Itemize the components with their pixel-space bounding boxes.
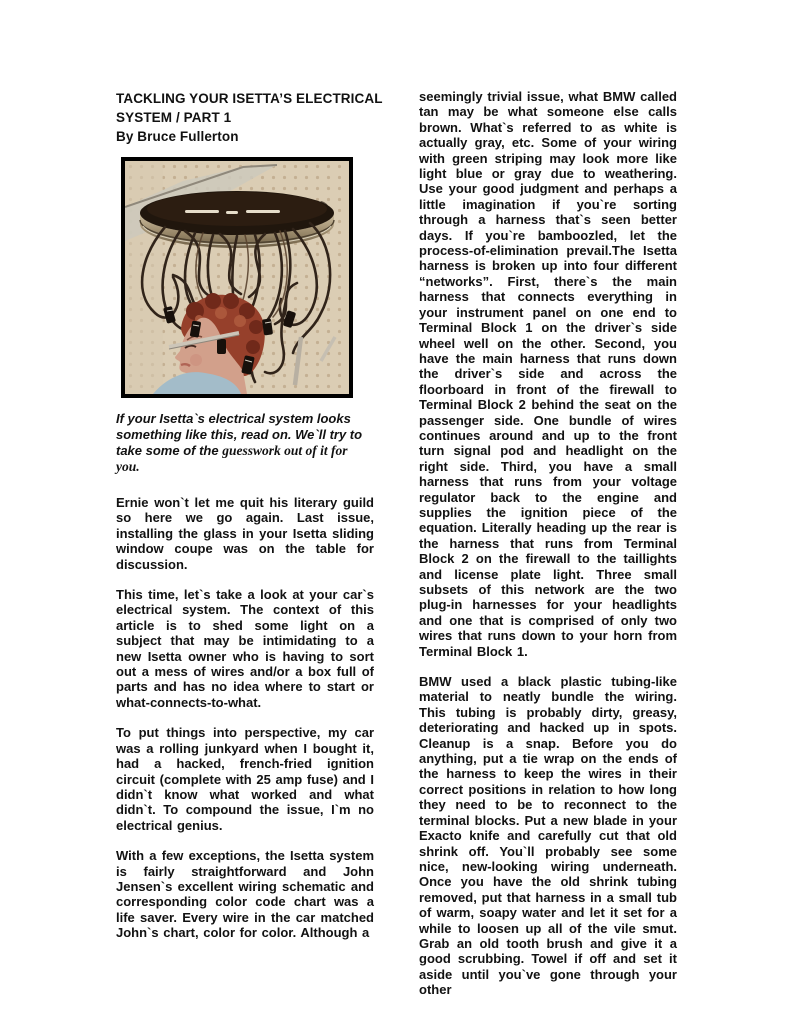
- paragraph-left-1: Ernie won`t let me quit his literary guild so here we go again. Last issue, installing the glass in your Isetta sliding window coupe was on the table for discussion.: [116, 495, 374, 572]
- harness-photo: [121, 157, 353, 398]
- left-column: [116, 89, 383, 941]
- title-line-2: SYSTEM / PART 1: [116, 110, 232, 125]
- byline: By Bruce Fullerton: [116, 129, 239, 144]
- title-line-1: TACKLING YOUR ISETTA’S ELECTRICAL: [116, 91, 383, 106]
- harness-photo-illustration: [125, 161, 349, 394]
- right-column: [419, 89, 677, 998]
- paragraph-right-1: seemingly trivial issue, what BMW called tan may be what someone else calls brown. What`s referred to as white is actually gray, etc. Some of your wiring with green striping may look more like light blue or gray due to weathering. Use your good judgment and perhaps a little imagination if you`re sorting through a harness that`s seen better days. If you`re bamboozled, let the process-of-elimination prevail.The Isetta harness is broken up into four different “networks”. First, there`s the main harness that connects everything in your instrument panel on one end to Terminal Block 1 on the driver`s side wheel well on the other. Second, you have the main harness that runs down the driver`s side and across the floorboard in front of the firewall to Terminal Block 2 behind the seat on the passenger side. One bundle of wires continues around and up to the front turn signal pod and headlight on the right side. Third, you have a small harness that runs from your voltage regulator back to the engine and supplies the ignition piece of the equation. Literally heading up the rear is the harness that runs from Terminal Block 2 on the firewall to the taillights and license plate light. Three small subsets of this network are the two plug-in harnesses for your headlights and one that is comprised of only two wires that runs down to your horn from Terminal Block 1.: [419, 89, 677, 659]
- paragraph-left-2: This time, let`s take a look at your car`s electrical system. The context of this article is to shed some light on a subject that may be intimidating to a new Isetta owner who is having to sort out a mess of wires and/or a box full of parts and has no idea where to start or what-connects-to-what.: [116, 587, 374, 710]
- caption-serif-part: guesswork out of it for you.: [116, 443, 348, 474]
- paragraph-left-4: With a few exceptions, the Isetta system is fairly straightforward and John Jensen`s excellent wiring schematic and corresponding color code chart was a life saver. Every wire in the car matched John`s chart, color for color. Although a: [116, 848, 374, 941]
- photo-caption: [116, 411, 374, 475]
- paragraph-left-3: To put things into perspective, my car was a rolling junkyard when I bought it, had a hacked, french-fried ignition circuit (complete with 25 amp fuse) and I didn`t know what worked and what didn`t. To compound the issue, I`m no electrical genius.: [116, 725, 374, 833]
- article-title: [116, 89, 383, 146]
- caption-sans-part: If your Isetta`s electrical system looks something like this, read on. We`ll try to take some of the: [116, 411, 363, 458]
- paragraph-right-2: BMW used a black plastic tubing-like material to neatly bundle the wiring. This tubing is probably dirty, greasy, deteriorating and hacked up in spots. Cleanup is a snap. Before you do anything, put a tie wrap on the ends of the harness to keep the wires in their correct positions in relation to how long they need to be to reconnect to the terminal blocks. Put a new blade in your Exacto knife and carefully cut that old shrink off. You`ll probably see some nice, new-looking wiring underneath. Once you have the old shrink tubing removed, put that harness in a small tub of warm, soapy water and let it set for a while to loosen up all of the vile smut. Grab an old tooth brush and give it a good scrubbing. Towel if off and set it aside until you`ve gone through your other: [419, 674, 677, 998]
